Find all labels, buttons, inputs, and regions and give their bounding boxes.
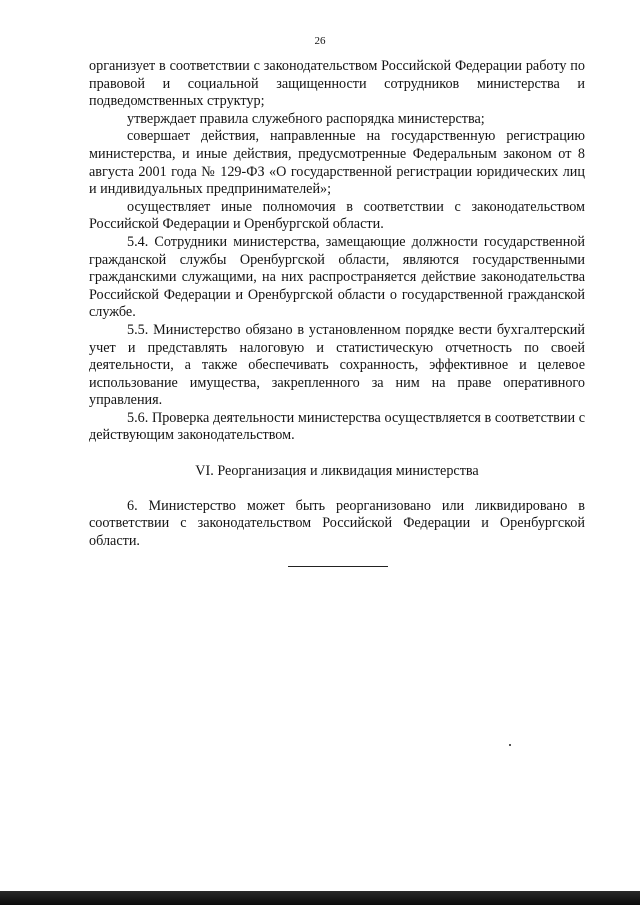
paragraph-legal-protection: организует в соответствии с законодательством Российской Федерации работу по правовой и социальной защищенности сотрудников министерства и подведомственных структур;: [89, 58, 585, 110]
paragraph-5-6: 5.6. Проверка деятельности министерства осуществляется в соответствии с действующим законодательством.: [89, 409, 585, 444]
section-heading: VI. Реорганизация и ликвидация министерства: [195, 463, 479, 480]
end-of-text-rule: [288, 566, 388, 567]
page-number: 26: [314, 35, 326, 47]
paragraph-5-4: 5.4. Сотрудники министерства, замещающие должности государственной гражданской службы Оренбургской области, являются государственными гражданскими служащими, на них распространяется действие законодательства Российской Федерации и Оренбургской области о государственной гражданской службе.: [89, 233, 585, 321]
scan-bottom-edge: [0, 891, 640, 905]
paragraph-service-rules: утверждает правила служебного распорядка министерства;: [127, 110, 485, 127]
document-body: [89, 58, 585, 550]
paragraph-6: 6. Министерство может быть реорганизовано или ликвидировано в соответствии с законодательством Российской Федерации и Оренбургской области.: [89, 497, 585, 549]
scan-speck: [509, 744, 511, 746]
paragraph-state-registration: совершает действия, направленные на государственную регистрацию министерства, и иные действия, предусмотренные Федеральным законом от 8 августа 2001 года № 129-ФЗ «О государственной регистрации юридических лиц и индивидуальных предпринимателей»;: [89, 128, 585, 198]
paragraph-other-powers: осуществляет иные полномочия в соответствии с законодательством Российской Федерации и Оренбургской области.: [89, 198, 585, 233]
paragraph-5-5: 5.5. Министерство обязано в установленном порядке вести бухгалтерский учет и представлять налоговую и статистическую отчетность по своей деятельности, а также обеспечивать сохранность, эффективное и целевое использование имущества, закрепленного за ним на праве оперативного управления.: [89, 321, 585, 409]
